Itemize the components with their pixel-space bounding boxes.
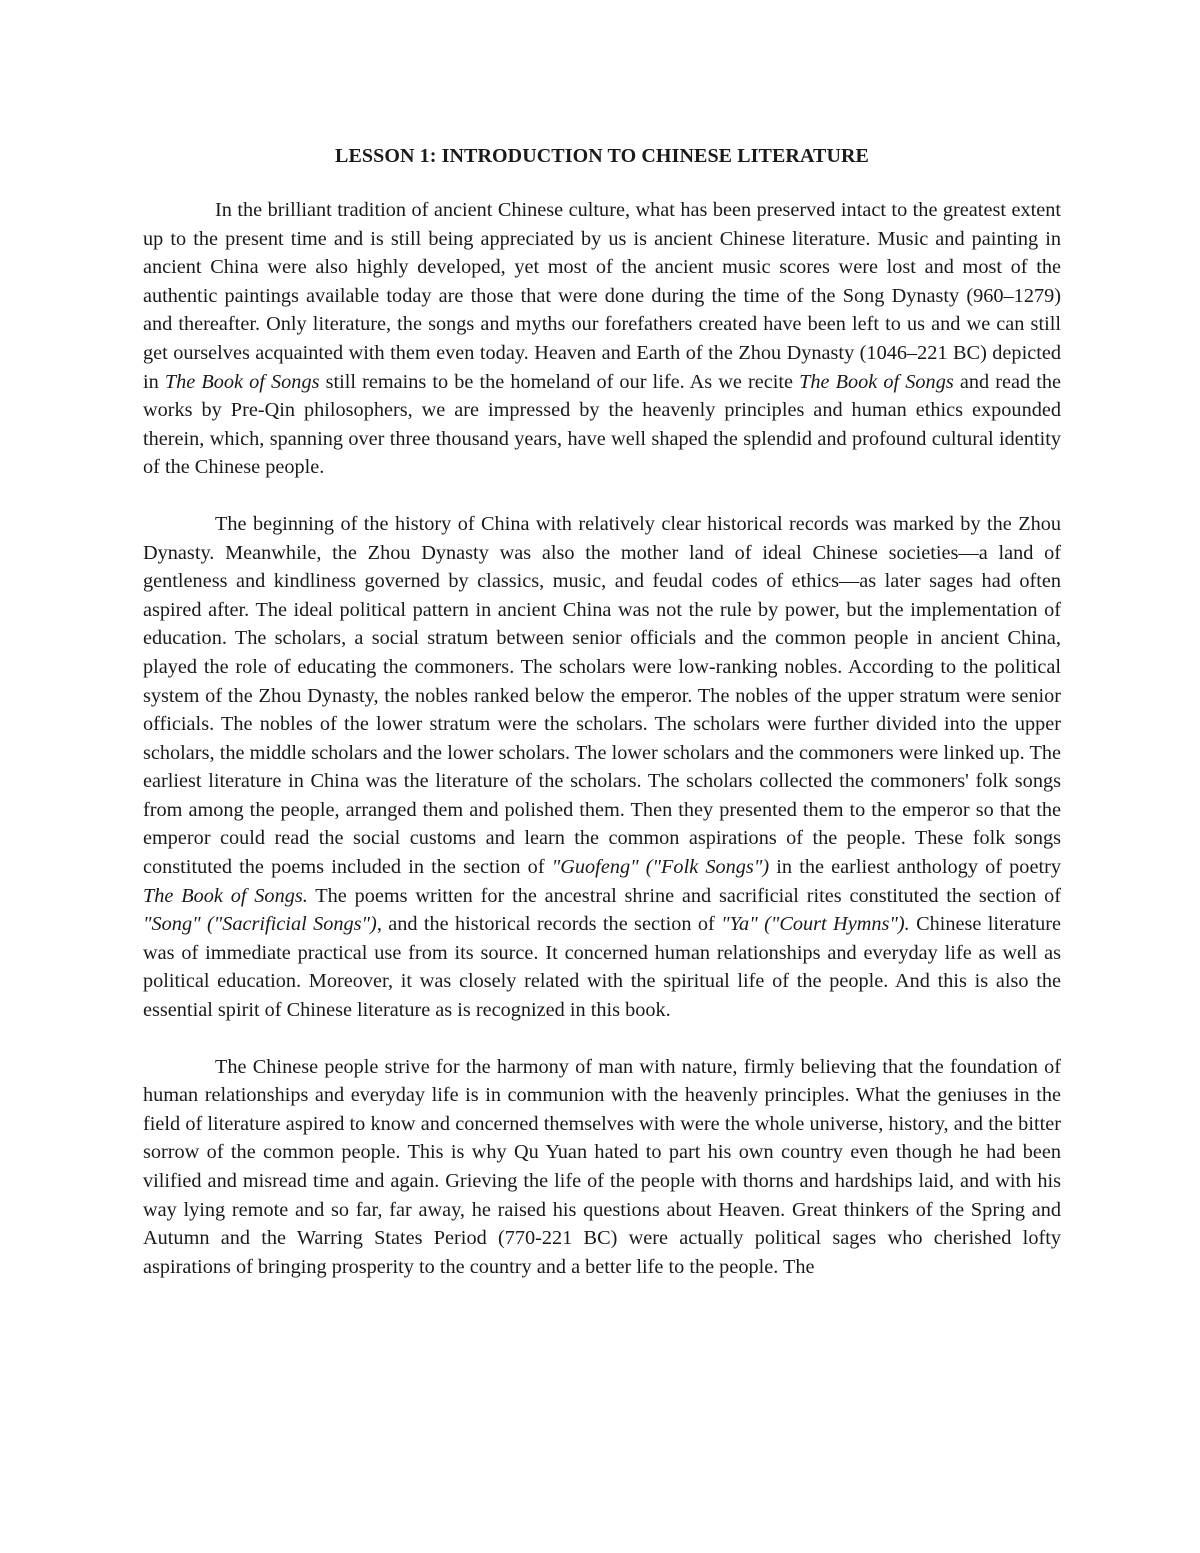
- text-run: , and the historical records the section of: [376, 913, 722, 936]
- book-title: The Book of Songs.: [143, 884, 308, 907]
- text-run: In the brilliant tradition of ancient Chinese culture, what has been preserved intact to the greatest extent up to the present time and is still being appreciated by us is ancient Chinese literature. Music and painting in ancient China were also highly developed, yet most of the ancient music scores were lost and most of the authentic paintings available today are those that were done during the time of the Song Dynasty (960–1279) and thereafter. Only literature, the songs and myths our forefathers created have been left to us and we can still get ourselves acquainted with them even today. Heaven and Earth of the Zhou Dynasty (1046–221 BC) depicted in: [143, 199, 1061, 393]
- text-run: Chinese literature was of immediate practical use from its source. It concerned human relationships and everyday life as well as political education. Moreover, it was closely related with the spiritual life of the people. And this is also the essential spirit of Chinese literature as is recognized in this book.: [143, 913, 1061, 1022]
- text-run: in the earliest anthology of poetry: [769, 856, 1061, 879]
- text-run: and read the works by Pre-Qin philosophers, we are impressed by the heavenly principles and human ethics expounded therein, which, spanning over three thousand years, have well shaped the splendid and profound cultural identity of the Chinese people.: [143, 370, 1061, 479]
- text-run: The beginning of the history of China with relatively clear historical records was marked by the Zhou Dynasty. Meanwhile, the Zhou Dynasty was also the mother land of ideal Chinese societies—a land of gentleness and kindliness governed by classics, music, and feudal codes of ethics—as later sages had often aspired after. The ideal political pattern in ancient China was not the rule by power, but the implementation of education. The scholars, a social stratum between senior officials and the common people in ancient China, played the role of educating the commoners. The scholars were low-ranking nobles. According to the political system of the Zhou Dynasty, the nobles ranked below the emperor. The nobles of the upper stratum were senior officials. The nobles of the lower stratum were the scholars. The scholars were further divided into the upper scholars, the middle scholars and the lower scholars. The lower scholars and the commoners were linked up. The earliest literature in China was the literature of the scholars. The scholars collected the commoners' folk songs from among the people, arranged them and polished them. Then they presented them to the emperor so that the emperor could read the social customs and learn the common aspirations of the people. These folk songs constituted the poems included in the section of: [143, 512, 1061, 879]
- paragraph: [143, 196, 1061, 482]
- section-title: "Ya" ("Court Hymns").: [721, 913, 910, 936]
- book-title: The Book of Songs: [799, 370, 954, 393]
- text-run: The Chinese people strive for the harmony of man with nature, firmly believing that the foundation of human relationships and everyday life is in communion with the heavenly principles. What the geniuses in the field of literature aspired to know and concerned themselves with were the whole universe, history, and the bitter sorrow of the common people. This is why Qu Yuan hated to part his own country even though he had been vilified and misread time and again. Grieving the life of the people with thorns and hardships laid, and with his way lying remote and so far, far away, he raised his questions about Heaven. Great thinkers of the Spring and Autumn and the Warring States Period (770-221 BC) were actually political sages who cherished lofty aspirations of bringing prosperity to the country and a better life to the people. The: [143, 1055, 1061, 1278]
- text-run: The poems written for the ancestral shrine and sacrificial rites constituted the section of: [307, 884, 1061, 907]
- page-title: LESSON 1: INTRODUCTION TO CHINESE LITERATURE: [335, 145, 869, 167]
- paragraph: [143, 510, 1061, 1025]
- section-title: "Song" ("Sacrificial Songs"): [143, 913, 377, 936]
- paragraph: [143, 1053, 1061, 1282]
- book-title: The Book of Songs: [164, 370, 320, 393]
- section-title: "Guofeng" ("Folk Songs"): [551, 856, 770, 879]
- document-body: [143, 142, 1061, 1309]
- text-run: still remains to be the homeland of our life. As we recite: [319, 370, 800, 393]
